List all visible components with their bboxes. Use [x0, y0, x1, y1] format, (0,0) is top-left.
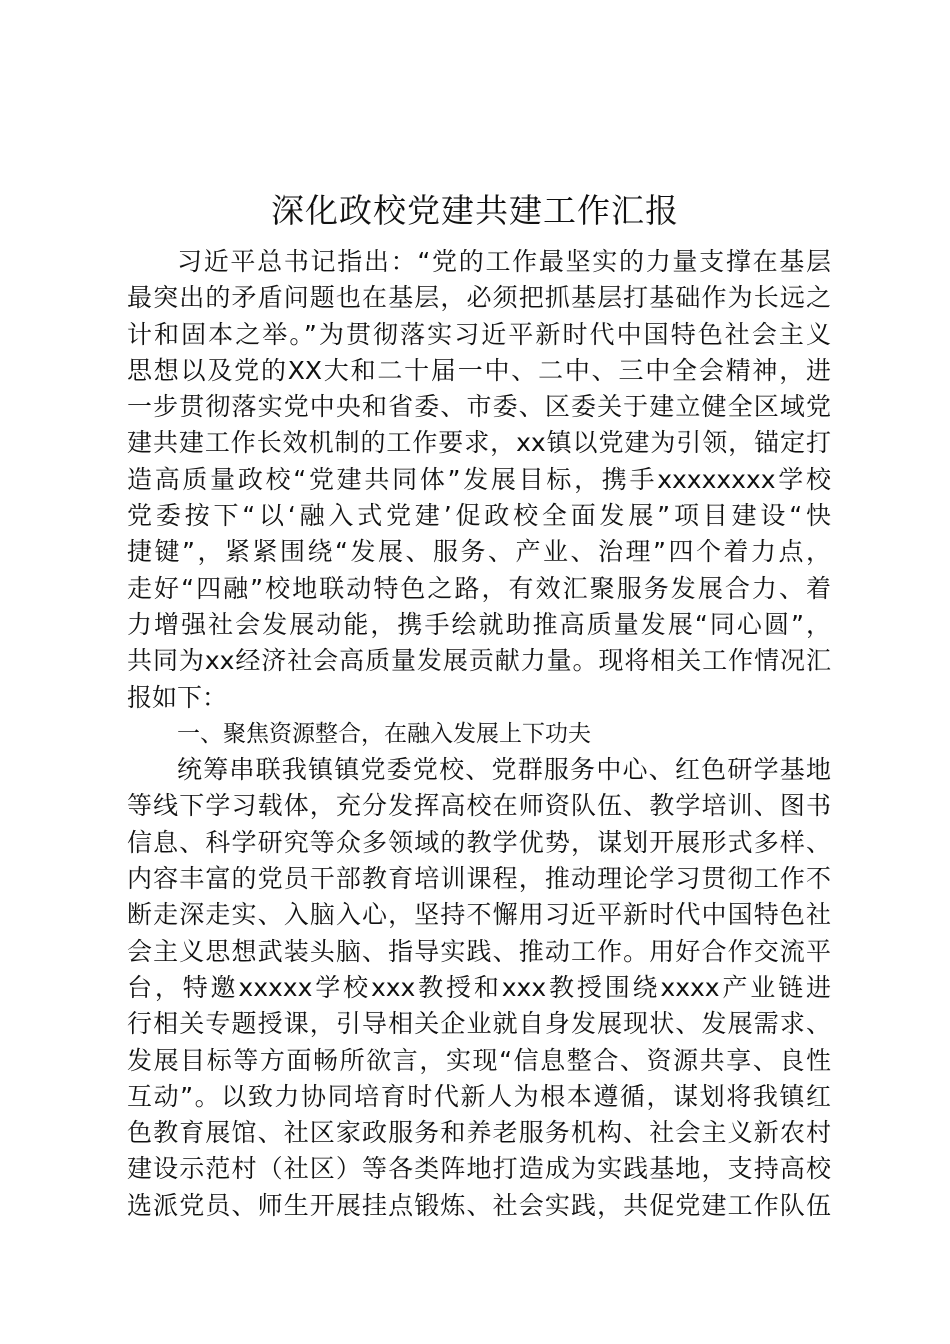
paragraph-line: 计和固本之举。”为贯彻落实习近平新时代中国特色社会主义 — [127, 319, 831, 349]
paragraph-line: 行相关专题授课，引导相关企业就自身发展现状、发展需求、 — [127, 1009, 831, 1039]
paragraph-line: 走好“四融”校地联动特色之路，有效汇聚服务发展合力、着 — [127, 573, 831, 603]
paragraph-line: 色教育展馆、社区家政服务和养老服务机构、社会主义新农村 — [127, 1118, 831, 1148]
paragraph-line: 等线下学习载体，充分发挥高校在师资队伍、教学培训、图书 — [127, 791, 831, 821]
paragraph-line: 捷键”，紧紧围绕“发展、服务、产业、治理”四个着力点， — [127, 537, 831, 567]
paragraph-line: 选派党员、师生开展挂点锻炼、社会实践，共促党建工作队伍 — [127, 1190, 831, 1220]
paragraph-line: 会主义思想武装头脑、指导实践、推动工作。用好合作交流平 — [127, 936, 831, 966]
paragraph-line: 统筹串联我镇镇党委党校、党群服务中心、红色研学基地 — [177, 755, 831, 785]
paragraph-line: 建设示范村（社区）等各类阵地打造成为实践基地，支持高校 — [127, 1154, 831, 1184]
paragraph-line: 造高质量政校“党建共同体”发展目标，携手xxxxxxxx学校 — [127, 464, 831, 494]
paragraph-line: 一步贯彻落实党中央和省委、市委、区委关于建立健全区域党 — [127, 392, 831, 422]
paragraph-line: 最突出的矛盾问题也在基层，必须把抓基层打基础作为长远之 — [127, 283, 831, 313]
paragraph-line: 报如下： — [127, 682, 228, 712]
paragraph-line: 台，特邀xxxxx学校xxx教授和xxx教授围绕xxxx产业链进 — [127, 972, 831, 1002]
paragraph-line: 互动”。以致力协同培育时代新人为根本遵循，谋划将我镇红 — [127, 1081, 831, 1111]
paragraph-line: 力增强社会发展动能，携手绘就助推高质量发展“同心圆”， — [127, 609, 831, 639]
paragraph-line: 信息、科学研究等众多领域的教学优势，谋划开展形式多样、 — [127, 827, 831, 857]
paragraph-line: 断走深走实、入脑入心，坚持不懈用习近平新时代中国特色社 — [127, 900, 831, 930]
paragraph-line: 发展目标等方面畅所欲言，实现“信息整合、资源共享、良性 — [127, 1045, 831, 1075]
paragraph-line: 思想以及党的XX大和二十届一中、二中、三中全会精神，进 — [127, 355, 831, 385]
paragraph-line: 建共建工作长效机制的工作要求，xx镇以党建为引领，锚定打 — [127, 428, 831, 458]
paragraph-line: 内容丰富的党员干部教育培训课程，推动理论学习贯彻工作不 — [127, 864, 831, 894]
document-body — [127, 244, 831, 1224]
paragraph-line: 共同为xx经济社会高质量发展贡献力量。现将相关工作情况汇 — [127, 646, 831, 676]
paragraph-line: 习近平总书记指出：“党的工作最坚实的力量支撑在基层 — [177, 247, 831, 276]
document-title: 深化政校党建共建工作汇报 — [271, 191, 679, 230]
section-heading: 一、聚焦资源整合，在融入发展上下功夫 — [177, 720, 591, 747]
paragraph-line: 党委按下“以‘融入式党建’促政校全面发展”项目建设“快 — [127, 501, 831, 531]
